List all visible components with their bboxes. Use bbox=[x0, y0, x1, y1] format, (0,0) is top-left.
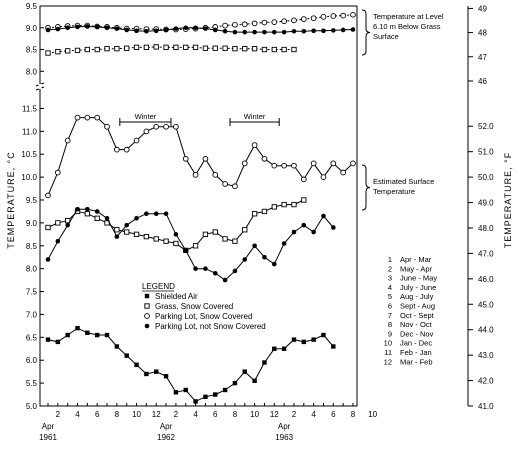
marker-open-square bbox=[203, 46, 207, 50]
marker-filled-square bbox=[85, 331, 89, 335]
marker-open-circle bbox=[105, 124, 110, 129]
marker-open-circle bbox=[242, 161, 247, 166]
month-key-label: Dec - Nov bbox=[400, 329, 434, 339]
y-tick-label-right-upper: 48 bbox=[478, 28, 487, 38]
marker-open-circle bbox=[272, 163, 277, 168]
marker-open-circle bbox=[321, 14, 326, 19]
y-tick-label-left-upper: 9.5 bbox=[25, 2, 37, 11]
marker-open-square bbox=[46, 225, 50, 229]
marker-open-circle bbox=[321, 175, 326, 180]
marker-filled-circle bbox=[311, 29, 316, 34]
marker-filled-circle bbox=[213, 28, 218, 33]
y-tick-label-left: 7.5 bbox=[25, 287, 37, 297]
marker-open-square bbox=[115, 228, 119, 232]
marker-open-square bbox=[272, 47, 276, 51]
marker-open-square bbox=[145, 304, 149, 308]
marker-open-circle bbox=[223, 182, 228, 187]
deep-level-note-line: Surface bbox=[373, 32, 399, 41]
marker-open-circle bbox=[252, 21, 257, 26]
marker-filled-circle bbox=[75, 207, 80, 212]
marker-open-square bbox=[193, 244, 197, 248]
surface-note-line: Temperature bbox=[373, 187, 416, 196]
marker-filled-circle bbox=[183, 25, 188, 30]
month-key-number: 6 bbox=[387, 301, 392, 311]
marker-open-circle bbox=[262, 20, 267, 25]
marker-filled-circle bbox=[105, 25, 110, 30]
month-key-label: Sept - Aug bbox=[400, 301, 436, 311]
y-tick-label-right: 44.0 bbox=[478, 325, 494, 335]
marker-filled-circle bbox=[75, 25, 80, 30]
marker-filled-circle bbox=[203, 26, 208, 31]
month-key-label: Oct - Sept bbox=[400, 310, 434, 320]
marker-open-circle bbox=[351, 161, 356, 166]
marker-filled-circle bbox=[95, 209, 100, 214]
marker-filled-circle bbox=[134, 216, 139, 221]
series-layer bbox=[46, 12, 356, 403]
marker-filled-square bbox=[125, 353, 129, 357]
marker-filled-square bbox=[292, 337, 296, 341]
brace bbox=[362, 165, 370, 210]
marker-open-circle bbox=[292, 18, 297, 23]
marker-filled-square bbox=[282, 347, 286, 351]
marker-open-circle bbox=[164, 124, 169, 129]
marker-filled-square bbox=[134, 363, 138, 367]
x-tick-label: 8 bbox=[350, 410, 356, 419]
y-tick-label-right: 42.0 bbox=[478, 376, 494, 386]
x-tick-label: 2 bbox=[173, 410, 179, 419]
marker-open-square bbox=[213, 230, 217, 234]
x-tick-label: 6 bbox=[331, 410, 336, 419]
y-tick-label-right-upper: 46 bbox=[478, 76, 487, 86]
series-line bbox=[48, 209, 333, 280]
marker-filled-circle bbox=[331, 28, 336, 33]
marker-open-circle bbox=[331, 14, 336, 19]
month-key-number: 9 bbox=[387, 329, 392, 339]
marker-open-circle bbox=[213, 172, 218, 177]
x-tick-label: 12 bbox=[151, 410, 161, 419]
marker-filled-circle bbox=[154, 29, 159, 34]
marker-open-circle bbox=[311, 16, 316, 21]
y-tick-label-left: 6.5 bbox=[25, 333, 37, 343]
marker-filled-circle bbox=[351, 27, 356, 32]
marker-open-circle bbox=[301, 177, 306, 182]
legend-entry-label: Grass, Snow Covered bbox=[155, 302, 234, 311]
marker-open-circle bbox=[65, 138, 70, 143]
marker-filled-square bbox=[105, 333, 109, 337]
x-tick-label: 8 bbox=[114, 410, 120, 419]
marker-open-circle bbox=[183, 156, 188, 161]
marker-open-circle bbox=[46, 193, 51, 198]
surface-note bbox=[373, 177, 434, 196]
marker-filled-circle bbox=[213, 271, 218, 276]
marker-filled-square bbox=[164, 374, 168, 378]
marker-open-square bbox=[252, 212, 256, 216]
marker-open-square bbox=[223, 237, 227, 241]
marker-open-square bbox=[105, 46, 109, 50]
series-line bbox=[48, 328, 333, 401]
x-tick-label: 10 bbox=[132, 410, 142, 419]
y-tick-label-left: 11.0 bbox=[22, 127, 37, 137]
marker-open-circle bbox=[203, 156, 208, 161]
marker-filled-square bbox=[174, 390, 178, 394]
marker-filled-circle bbox=[341, 28, 346, 33]
y-tick-label-left: 8.5 bbox=[25, 241, 37, 251]
marker-filled-circle bbox=[242, 30, 247, 35]
y-tick-label-right: 49.0 bbox=[478, 198, 494, 208]
marker-open-square bbox=[144, 234, 148, 238]
marker-open-square bbox=[85, 47, 89, 51]
legend-entry-label: Parking Lot, not Snow Covered bbox=[155, 322, 266, 331]
marker-filled-circle bbox=[233, 269, 238, 274]
marker-open-circle bbox=[95, 115, 100, 120]
marker-open-square bbox=[302, 198, 306, 202]
marker-open-square bbox=[115, 46, 119, 50]
month-key-number: 2 bbox=[387, 264, 392, 274]
x-tick-label: 4 bbox=[311, 410, 316, 419]
y-tick-label-left-upper: 8.5 bbox=[25, 45, 37, 55]
marker-open-square bbox=[243, 228, 247, 232]
marker-open-square bbox=[243, 46, 247, 50]
marker-filled-circle bbox=[193, 25, 198, 30]
marker-open-square bbox=[262, 209, 266, 213]
marker-filled-circle bbox=[272, 30, 277, 35]
y-axis-title-right: TEMPERATURE, °F bbox=[503, 151, 513, 249]
x-tick-label: 2 bbox=[291, 410, 297, 419]
month-key-label: Apr - Mar bbox=[400, 255, 432, 264]
series-line bbox=[48, 15, 353, 30]
marker-open-circle bbox=[75, 115, 80, 120]
y-tick-label-left: 10.5 bbox=[21, 150, 37, 160]
marker-filled-circle bbox=[115, 26, 120, 31]
y-tick-label-left: 5.5 bbox=[25, 379, 37, 389]
marker-open-circle bbox=[223, 23, 228, 28]
marker-filled-circle bbox=[223, 29, 228, 34]
marker-filled-circle bbox=[292, 230, 297, 235]
marker-filled-square bbox=[252, 379, 256, 383]
x-year-label: 1961 bbox=[39, 433, 57, 442]
x-tick-label: 6 bbox=[94, 410, 100, 419]
y-tick-label-right-upper: 49 bbox=[478, 4, 487, 14]
marker-filled-square bbox=[75, 326, 79, 330]
y-tick-label-left-upper: 9.0 bbox=[25, 23, 37, 33]
legend-entry-label: Parking Lot, Snow Covered bbox=[155, 312, 253, 321]
legend-title: LEGEND bbox=[142, 282, 175, 291]
marker-filled-circle bbox=[193, 266, 198, 271]
marker-filled-circle bbox=[302, 29, 307, 34]
marker-filled-square bbox=[213, 392, 217, 396]
x-year-label: 1962 bbox=[157, 433, 175, 442]
month-key-label: Feb - Jan bbox=[400, 348, 432, 357]
marker-open-square bbox=[203, 232, 207, 236]
marker-filled-circle bbox=[252, 30, 257, 35]
month-key-label: May - Apr bbox=[400, 264, 433, 274]
y-tick-label-left: 9.0 bbox=[25, 218, 37, 228]
marker-open-square bbox=[193, 45, 197, 49]
marker-open-square bbox=[154, 237, 158, 241]
y-tick-label-right: 48.0 bbox=[478, 223, 494, 233]
marker-open-circle bbox=[233, 184, 238, 189]
marker-filled-circle bbox=[262, 255, 267, 260]
marker-open-square bbox=[85, 212, 89, 216]
marker-filled-square bbox=[184, 388, 188, 392]
x-year-label: 1963 bbox=[275, 433, 294, 442]
marker-filled-circle bbox=[46, 28, 51, 33]
marker-open-square bbox=[262, 47, 266, 51]
marker-open-square bbox=[272, 205, 276, 209]
marker-open-circle bbox=[351, 12, 356, 17]
marker-open-circle bbox=[341, 13, 346, 18]
y-tick-label-left: 11.5 bbox=[22, 104, 37, 114]
x-year-month-label: Apr bbox=[159, 422, 173, 431]
x-tick-label: 10 bbox=[368, 410, 378, 419]
series-line bbox=[48, 118, 353, 196]
marker-open-square bbox=[282, 202, 286, 206]
marker-filled-square bbox=[321, 333, 325, 337]
x-year-month-label: Apr bbox=[277, 422, 291, 431]
marker-open-square bbox=[174, 241, 178, 245]
x-year-month-label: Apr bbox=[41, 422, 55, 431]
marker-filled-circle bbox=[105, 216, 110, 221]
y-tick-label-left: 10.0 bbox=[21, 173, 37, 183]
month-key-number: 12 bbox=[383, 357, 392, 367]
marker-open-circle bbox=[154, 124, 159, 129]
y-tick-label-right: 51.0 bbox=[478, 147, 494, 157]
marker-filled-circle bbox=[242, 257, 247, 262]
marker-filled-square bbox=[56, 340, 60, 344]
y-tick-label-left: 8.0 bbox=[25, 264, 37, 274]
text-layer bbox=[6, 2, 513, 442]
marker-filled-square bbox=[331, 344, 335, 348]
marker-open-square bbox=[233, 239, 237, 243]
month-key-number: 5 bbox=[387, 292, 392, 302]
marker-open-circle bbox=[311, 161, 316, 166]
month-key-number: 3 bbox=[387, 273, 392, 283]
marker-filled-circle bbox=[154, 211, 159, 216]
marker-open-square bbox=[144, 45, 148, 49]
marker-filled-square bbox=[272, 347, 276, 351]
marker-filled-circle bbox=[164, 28, 169, 33]
marker-filled-circle bbox=[282, 241, 287, 246]
marker-filled-circle bbox=[282, 30, 287, 35]
y-axis-title-left: TEMPERATURE, °C bbox=[6, 151, 16, 249]
marker-open-square bbox=[292, 47, 296, 51]
marker-filled-square bbox=[243, 369, 247, 373]
marker-filled-circle bbox=[321, 214, 326, 219]
marker-filled-circle bbox=[203, 266, 208, 271]
marker-filled-circle bbox=[65, 223, 70, 228]
month-key-label: Mar - Feb bbox=[400, 357, 433, 367]
marker-filled-circle bbox=[144, 29, 149, 34]
y-tick-label-right: 47.0 bbox=[478, 249, 494, 259]
marker-filled-square bbox=[302, 340, 306, 344]
marker-open-square bbox=[65, 49, 69, 53]
y-tick-label-left-upper: 8.0 bbox=[25, 67, 37, 77]
month-key-label: Jan - Dec bbox=[400, 338, 433, 348]
marker-open-square bbox=[174, 45, 178, 49]
marker-open-circle bbox=[331, 161, 336, 166]
y-tick-label-right: 52.0 bbox=[478, 122, 494, 132]
winter-label: Winter bbox=[243, 112, 266, 121]
marker-open-square bbox=[292, 202, 296, 206]
y-tick-label-left: 7.0 bbox=[25, 310, 37, 320]
marker-open-square bbox=[134, 232, 138, 236]
y-tick-label-right: 41.0 bbox=[478, 402, 494, 411]
marker-filled-circle bbox=[56, 27, 61, 32]
marker-filled-square bbox=[203, 395, 207, 399]
brace bbox=[362, 10, 370, 55]
marker-open-square bbox=[56, 221, 60, 225]
month-key-number: 4 bbox=[387, 282, 392, 292]
marker-filled-circle bbox=[292, 29, 297, 34]
marker-open-circle bbox=[85, 115, 90, 120]
marker-open-circle bbox=[282, 19, 287, 24]
marker-open-square bbox=[233, 46, 237, 50]
x-tick-label: 4 bbox=[193, 410, 198, 419]
marker-open-square bbox=[95, 216, 99, 220]
marker-open-square bbox=[75, 48, 79, 52]
marker-filled-circle bbox=[321, 29, 326, 34]
x-tick-label: 10 bbox=[250, 410, 260, 419]
marker-open-square bbox=[213, 46, 217, 50]
marker-filled-circle bbox=[183, 248, 188, 253]
y-tick-label-left: 6.0 bbox=[25, 356, 37, 366]
marker-open-circle bbox=[174, 124, 179, 129]
winter-label: Winter bbox=[134, 112, 157, 121]
marker-filled-square bbox=[144, 372, 148, 376]
y-tick-label-right: 43.0 bbox=[478, 351, 494, 361]
marker-open-circle bbox=[292, 163, 297, 168]
month-key-number: 7 bbox=[387, 310, 392, 320]
y-tick-label-left: 5.0 bbox=[25, 402, 37, 411]
y-tick-label-left: 9.5 bbox=[25, 196, 37, 205]
marker-open-circle bbox=[262, 156, 267, 161]
series-line bbox=[48, 27, 353, 33]
marker-filled-square bbox=[233, 381, 237, 385]
y-tick-label-right-upper: 47 bbox=[478, 52, 487, 62]
marker-filled-circle bbox=[223, 278, 228, 283]
x-tick-label: 4 bbox=[75, 410, 80, 419]
marker-open-circle bbox=[301, 17, 306, 22]
marker-filled-circle bbox=[134, 29, 139, 34]
y-tick-label-right: 46.0 bbox=[478, 274, 494, 284]
marker-filled-circle bbox=[233, 30, 238, 35]
marker-filled-circle bbox=[56, 239, 61, 244]
marker-open-square bbox=[164, 239, 168, 243]
deep-level-note-line: Temperature at Level bbox=[373, 12, 444, 21]
marker-open-square bbox=[56, 50, 60, 54]
marker-filled-circle bbox=[85, 24, 90, 29]
plot-frame bbox=[40, 6, 357, 406]
marker-open-circle bbox=[272, 20, 277, 25]
marker-open-circle bbox=[134, 138, 139, 143]
marker-open-square bbox=[46, 51, 50, 55]
marker-open-square bbox=[95, 47, 99, 51]
marker-open-square bbox=[252, 46, 256, 50]
marker-filled-square bbox=[311, 337, 315, 341]
y-tick-label-right: 50.0 bbox=[478, 173, 494, 183]
marker-open-square bbox=[125, 230, 129, 234]
surface-note-line: Estimated Surface bbox=[373, 177, 435, 186]
x-tick-label: 8 bbox=[232, 410, 238, 419]
marker-open-circle bbox=[233, 22, 238, 27]
marker-filled-circle bbox=[164, 211, 169, 216]
marker-open-square bbox=[134, 45, 138, 49]
marker-filled-circle bbox=[124, 223, 129, 228]
marker-filled-square bbox=[46, 337, 50, 341]
y-tick-label-right: 45.0 bbox=[478, 300, 494, 310]
month-key-number: 10 bbox=[383, 338, 392, 348]
month-key-label: June - May bbox=[400, 273, 438, 283]
marker-open-circle bbox=[341, 170, 346, 175]
marker-filled-circle bbox=[145, 324, 150, 329]
marker-open-circle bbox=[55, 170, 60, 175]
month-key-number: 8 bbox=[387, 320, 392, 330]
marker-filled-square bbox=[95, 333, 99, 337]
marker-filled-circle bbox=[331, 225, 336, 230]
marker-open-square bbox=[282, 47, 286, 51]
marker-open-circle bbox=[114, 147, 119, 152]
deep-level-note-line: 6.10 m Below Grass bbox=[373, 22, 441, 31]
x-tick-label: 2 bbox=[55, 410, 61, 419]
marker-open-square bbox=[184, 45, 188, 49]
marker-filled-square bbox=[262, 360, 266, 364]
deep-level-note bbox=[373, 12, 444, 41]
marker-open-circle bbox=[145, 314, 150, 319]
marker-open-circle bbox=[242, 22, 247, 27]
month-key-number: 1 bbox=[387, 255, 392, 264]
marker-filled-square bbox=[115, 344, 119, 348]
marker-filled-circle bbox=[115, 234, 120, 239]
legend-entry-label: Shielded Air bbox=[155, 292, 198, 301]
month-key-number: 11 bbox=[384, 348, 392, 357]
marker-filled-square bbox=[154, 369, 158, 373]
marker-open-circle bbox=[193, 172, 198, 177]
marker-filled-circle bbox=[174, 26, 179, 31]
marker-open-circle bbox=[282, 163, 287, 168]
marker-open-square bbox=[125, 46, 129, 50]
marker-filled-circle bbox=[262, 30, 267, 35]
marker-filled-circle bbox=[85, 207, 90, 212]
marker-filled-circle bbox=[272, 262, 277, 267]
marker-open-square bbox=[164, 45, 168, 49]
marker-open-square bbox=[223, 46, 227, 50]
month-key-label: July - June bbox=[400, 282, 437, 292]
marker-open-square bbox=[154, 45, 158, 49]
marker-filled-circle bbox=[95, 25, 100, 30]
marker-filled-circle bbox=[124, 28, 129, 33]
month-key-label: Nov - Oct bbox=[400, 320, 432, 330]
marker-filled-circle bbox=[252, 243, 257, 248]
month-key-label: Aug - July bbox=[400, 292, 434, 302]
marker-filled-square bbox=[145, 294, 149, 298]
marker-filled-square bbox=[193, 399, 197, 403]
marker-open-circle bbox=[252, 143, 257, 148]
marker-filled-square bbox=[223, 388, 227, 392]
marker-filled-square bbox=[65, 333, 69, 337]
marker-filled-circle bbox=[311, 230, 316, 235]
marker-filled-circle bbox=[302, 223, 307, 228]
marker-filled-circle bbox=[46, 257, 51, 262]
marker-filled-circle bbox=[144, 211, 149, 216]
marker-filled-circle bbox=[174, 232, 179, 237]
x-tick-label: 6 bbox=[213, 410, 218, 419]
marker-open-circle bbox=[124, 147, 129, 152]
marker-open-circle bbox=[144, 129, 149, 134]
x-tick-label: 12 bbox=[269, 410, 279, 419]
marker-filled-circle bbox=[65, 25, 70, 30]
